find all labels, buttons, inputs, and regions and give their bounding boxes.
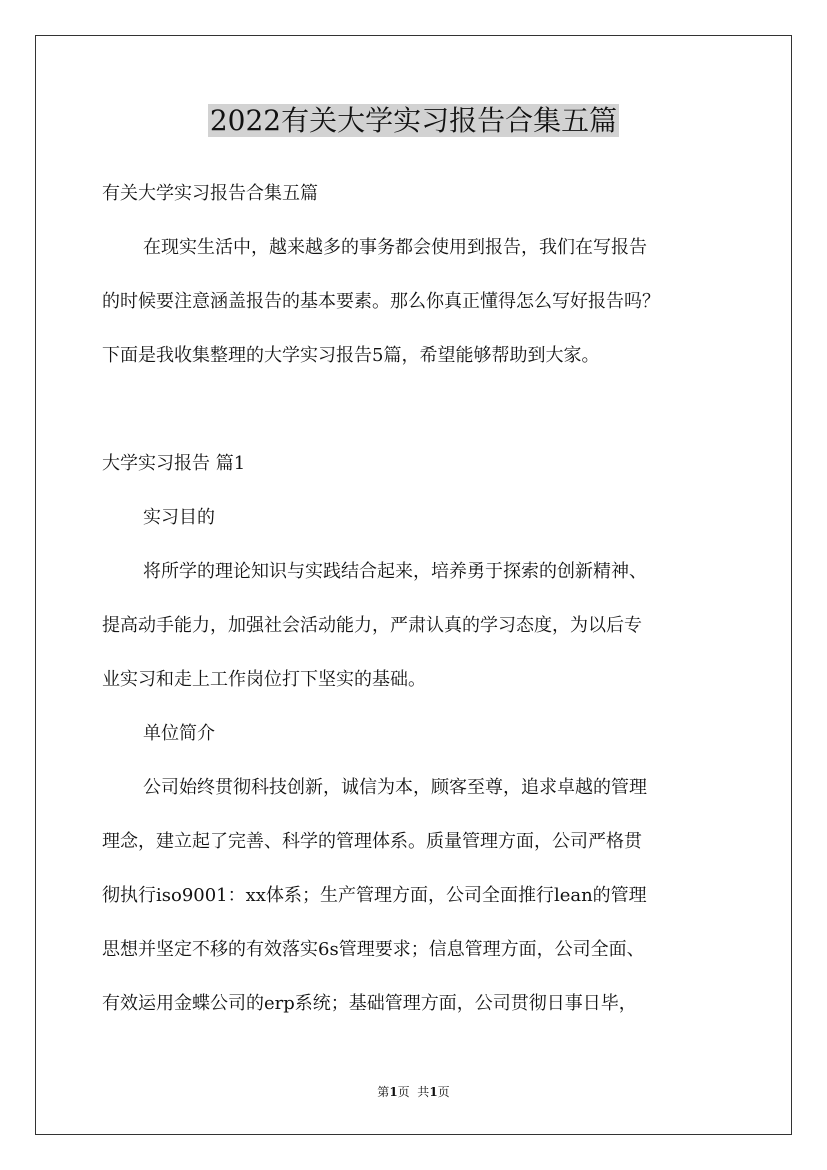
section-heading: 大学实习报告 篇1 [102,453,246,474]
body-line: 将所学的理论知识与实践结合起来，培养勇于探索的创新精神、 [143,561,647,582]
body-line: 彻执行iso9001：xx体系；生产管理方面，公司全面推行lean的管理 [102,885,647,906]
footer-page-number: 1 [389,1085,398,1099]
document-title-text: 2022有关大学实习报告合集五篇 [209,104,618,137]
body-line: 理念，建立起了完善、科学的管理体系。质量管理方面，公司严格贯 [102,831,642,852]
subsection-heading: 实习目的 [143,507,215,528]
body-line: 的时候要注意涵盖报告的基本要素。那么你真正懂得怎么写好报告吗？ [102,291,660,312]
page-footer [0,1083,827,1101]
body-line: 公司始终贯彻科技创新，诚信为本，顾客至尊，追求卓越的管理 [143,777,647,798]
body-line: 下面是我收集整理的大学实习报告5篇，希望能够帮助到大家。 [102,345,600,366]
footer-total-pages: 1 [429,1085,438,1099]
body-line: 在现实生活中，越来越多的事务都会使用到报告，我们在写报告 [143,237,647,258]
body-line: 业实习和走上工作岗位打下坚实的基础。 [102,669,426,690]
footer-suffix: 页 [437,1085,450,1099]
body-line: 有效运用金蝶公司的erp系统；基础管理方面，公司贯彻日事日毕， [102,993,637,1014]
body-line: 思想并坚定不移的有效落实6s管理要求；信息管理方面，公司全面、 [102,939,645,960]
subtitle-line: 有关大学实习报告合集五篇 [102,183,318,204]
body-line: 提高动手能力，加强社会活动能力，严肃认真的学习态度，为以后专 [102,615,642,636]
footer-mid: 页 共 [397,1085,430,1099]
document-title [0,100,827,142]
subsection-heading: 单位简介 [143,723,215,744]
footer-prefix: 第 [377,1085,390,1099]
